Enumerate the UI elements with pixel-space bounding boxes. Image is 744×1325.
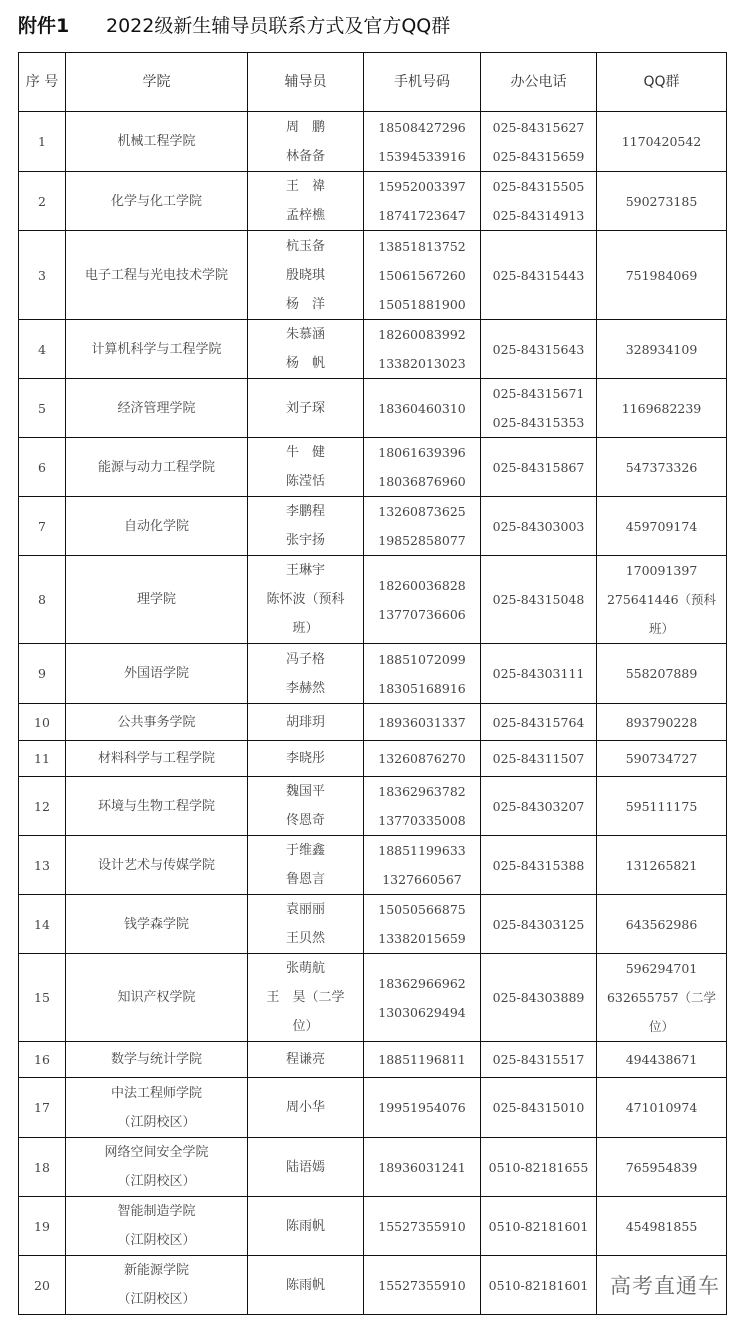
document-title	[18, 8, 450, 40]
cell-office	[481, 1197, 597, 1256]
cell-office	[481, 556, 597, 644]
cell-qq	[597, 320, 727, 379]
cell-qq	[597, 497, 727, 556]
cell-counselor	[248, 438, 364, 497]
cell-qq-line: 590273185	[625, 193, 698, 209]
header-qq: QQ群	[597, 53, 727, 112]
cell-office-line: 025-84314913	[492, 208, 585, 223]
cell-qq-line: 558207889	[625, 666, 698, 681]
cell-counselor-line: 张萌航	[285, 961, 325, 976]
table-row	[19, 379, 727, 438]
cell-index: 5	[19, 379, 66, 438]
cell-index: 20	[19, 1256, 66, 1315]
cell-college	[66, 112, 248, 172]
cell-office	[481, 1042, 597, 1078]
cell-index: 11	[19, 741, 66, 777]
cell-mobile	[364, 1042, 481, 1078]
cell-office	[481, 231, 597, 320]
cell-counselor-line: 鲁恩言	[285, 872, 325, 887]
cell-office	[481, 644, 597, 704]
cell-qq-line: 751984069	[625, 267, 698, 283]
cell-college-line: 设计艺术与传媒学院	[97, 857, 215, 873]
cell-qq-line: 位）	[648, 1019, 674, 1034]
cell-index: 8	[19, 556, 66, 644]
cell-office-line: 0510-82181655	[488, 1159, 589, 1175]
cell-mobile	[364, 1138, 481, 1197]
cell-college-line: 钱学森学院	[123, 916, 189, 932]
cell-qq-line: 班）	[648, 621, 674, 636]
cell-counselor-line: 于维鑫	[285, 843, 325, 858]
cell-college-line: 理学院	[136, 592, 176, 607]
cell-counselor-line: 魏国平	[285, 784, 325, 799]
cell-college-line: 能源与动力工程学院	[97, 459, 215, 475]
cell-office	[481, 704, 597, 741]
cell-office-line: 025-84303125	[492, 916, 585, 932]
cell-mobile-line: 18741723647	[378, 208, 466, 223]
cell-qq	[597, 644, 727, 704]
cell-office	[481, 438, 597, 497]
cell-office-line: 025-84315388	[492, 857, 585, 873]
cell-college-line: 计算机科学与工程学院	[91, 341, 222, 357]
cell-qq-line: 328934109	[625, 341, 698, 357]
cell-mobile	[364, 438, 481, 497]
cell-qq-line: 1170420542	[621, 134, 702, 149]
cell-counselor-line: 王琳宇	[285, 563, 325, 578]
cell-college-line: （江阴校区）	[117, 1174, 196, 1189]
cell-office-line: 025-84315867	[492, 459, 585, 475]
cell-qq	[597, 704, 727, 741]
cell-college-line: 新能源学院	[123, 1263, 189, 1278]
cell-mobile-line: 18936031337	[378, 714, 466, 730]
cell-mobile-line: 1327660567	[382, 872, 462, 887]
cell-office-line: 025-84315443	[492, 267, 585, 283]
cell-college-line: （江阴校区）	[117, 1292, 196, 1307]
cell-index: 14	[19, 895, 66, 954]
cell-index: 9	[19, 644, 66, 704]
cell-college	[66, 741, 248, 777]
cell-counselor-line: 胡琲玥	[285, 714, 325, 730]
cell-qq-line: 170091397	[625, 563, 698, 578]
cell-mobile-line: 18508427296	[378, 119, 466, 135]
cell-college	[66, 1197, 248, 1256]
cell-counselor	[248, 644, 364, 704]
cell-mobile-line: 13260876270	[378, 751, 466, 766]
cell-college-line: 化学与化工学院	[110, 193, 202, 209]
cell-qq-line: 494438671	[625, 1052, 698, 1067]
cell-index: 18	[19, 1138, 66, 1197]
cell-mobile-line: 18851072099	[378, 651, 466, 667]
cell-qq-line: 131265821	[625, 857, 698, 873]
cell-qq-line: 765954839	[625, 1159, 698, 1175]
cell-counselor	[248, 836, 364, 895]
table-row	[19, 741, 727, 777]
cell-college-line: 数学与统计学院	[110, 1052, 202, 1067]
cell-mobile	[364, 556, 481, 644]
cell-counselor-line: 李赫然	[285, 680, 325, 696]
cell-counselor-line: 杨 帆	[285, 356, 325, 371]
cell-counselor-line: 位）	[292, 1019, 319, 1034]
cell-office	[481, 497, 597, 556]
cell-mobile	[364, 1197, 481, 1256]
table-row	[19, 1138, 727, 1197]
cell-office	[481, 379, 597, 438]
attachment-label: 附件1	[18, 14, 70, 37]
cell-college-line: 材料科学与工程学院	[97, 751, 215, 766]
table-row	[19, 836, 727, 895]
cell-college-line: 公共事务学院	[117, 714, 196, 730]
cell-office	[481, 777, 597, 836]
cell-mobile-line: 15394533916	[378, 148, 466, 164]
header-mobile: 手机号码	[364, 53, 481, 112]
cell-college-line: 智能制造学院	[117, 1204, 196, 1219]
cell-office	[481, 112, 597, 172]
cell-qq	[597, 379, 727, 438]
cell-counselor	[248, 741, 364, 777]
cell-college-line: 电子工程与光电技术学院	[84, 267, 228, 283]
cell-college	[66, 320, 248, 379]
cell-mobile	[364, 231, 481, 320]
cell-mobile	[364, 777, 481, 836]
cell-counselor	[248, 172, 364, 231]
cell-counselor-line: 朱慕涵	[285, 327, 325, 342]
cell-counselor-line: 林备备	[285, 148, 325, 164]
cell-mobile-line: 19852858077	[378, 533, 466, 548]
cell-mobile	[364, 1256, 481, 1315]
cell-office	[481, 741, 597, 777]
cell-mobile-line: 18360460310	[378, 400, 466, 416]
cell-mobile-line: 18036876960	[378, 474, 466, 489]
header-college: 学院	[66, 53, 248, 112]
cell-mobile	[364, 172, 481, 231]
cell-qq	[597, 895, 727, 954]
cell-counselor-line: 王 昊（二学	[266, 990, 345, 1005]
cell-mobile-line: 13770736606	[378, 606, 466, 622]
cell-qq-line: 454981855	[625, 1218, 698, 1234]
cell-mobile-line: 18061639396	[378, 445, 466, 460]
cell-counselor-line: 周 鹏	[285, 119, 325, 135]
cell-mobile-line: 18260083992	[378, 327, 466, 342]
cell-counselor	[248, 231, 364, 320]
cell-index: 17	[19, 1078, 66, 1138]
cell-counselor-line: 王 禕	[285, 179, 325, 194]
cell-office-line: 025-84303889	[492, 990, 585, 1005]
cell-mobile	[364, 954, 481, 1042]
cell-counselor-line: 牛 健	[285, 445, 325, 460]
cell-office-line: 025-84315517	[492, 1052, 585, 1067]
cell-qq	[597, 231, 727, 320]
table-row	[19, 777, 727, 836]
cell-index: 1	[19, 112, 66, 172]
cell-mobile-line: 19951954076	[378, 1100, 466, 1115]
table-row	[19, 497, 727, 556]
cell-counselor-line: 班）	[292, 621, 319, 636]
cell-index: 4	[19, 320, 66, 379]
cell-counselor	[248, 895, 364, 954]
cell-qq	[597, 112, 727, 172]
cell-counselor	[248, 320, 364, 379]
cell-qq-line: 595111175	[625, 798, 698, 814]
cell-qq-line: 596294701	[625, 961, 698, 976]
cell-counselor-line: 佟恩奇	[285, 813, 325, 828]
cell-college-line: （江阴校区）	[117, 1114, 196, 1130]
table-row	[19, 1078, 727, 1138]
cell-qq	[597, 1078, 727, 1138]
cell-college-line: （江阴校区）	[117, 1233, 196, 1248]
cell-index: 10	[19, 704, 66, 741]
cell-college-line: 经济管理学院	[117, 400, 196, 416]
cell-college-line: 机械工程学院	[117, 134, 196, 149]
cell-college-line: 中法工程师学院	[110, 1085, 202, 1101]
cell-office-line: 025-84315048	[492, 592, 585, 607]
cell-office-line: 025-84311507	[492, 751, 585, 766]
cell-college	[66, 644, 248, 704]
cell-office-line: 0510-82181601	[488, 1277, 589, 1293]
cell-qq-line: 1169682239	[621, 400, 702, 416]
table-body	[19, 112, 727, 1315]
cell-college	[66, 172, 248, 231]
cell-counselor	[248, 777, 364, 836]
cell-index: 2	[19, 172, 66, 231]
watermark: 高考直通车	[606, 1270, 724, 1300]
cell-qq-line: 893790228	[625, 714, 698, 730]
cell-mobile	[364, 895, 481, 954]
cell-qq	[597, 836, 727, 895]
table-row	[19, 644, 727, 704]
cell-college	[66, 1138, 248, 1197]
table-row	[19, 231, 727, 320]
cell-counselor-line: 张宇扬	[285, 533, 325, 548]
cell-counselor-line: 陈雨帆	[285, 1218, 325, 1234]
cell-qq-line: 632655757（二学	[606, 990, 717, 1005]
cell-index: 7	[19, 497, 66, 556]
cell-college-line: 自动化学院	[123, 518, 189, 534]
table-row	[19, 954, 727, 1042]
cell-counselor	[248, 954, 364, 1042]
cell-mobile-line: 18851199633	[378, 843, 466, 858]
cell-college	[66, 497, 248, 556]
cell-counselor-line: 陆语嫣	[285, 1159, 325, 1175]
cell-mobile	[364, 704, 481, 741]
cell-office	[481, 836, 597, 895]
table-row	[19, 1042, 727, 1078]
cell-college	[66, 1256, 248, 1315]
cell-office-line: 025-84315010	[492, 1100, 585, 1115]
cell-office-line: 025-84303003	[492, 518, 585, 534]
cell-counselor	[248, 1197, 364, 1256]
cell-office-line: 025-84315764	[492, 714, 585, 730]
header-index: 序 号	[19, 53, 66, 112]
cell-college	[66, 954, 248, 1042]
cell-college	[66, 704, 248, 741]
cell-office	[481, 320, 597, 379]
cell-office	[481, 1078, 597, 1138]
cell-qq	[597, 556, 727, 644]
cell-counselor-line: 杭玉备	[285, 238, 325, 254]
cell-mobile-line: 15527355910	[378, 1218, 466, 1234]
cell-office	[481, 1138, 597, 1197]
cell-office-line: 0510-82181601	[488, 1218, 589, 1234]
cell-mobile-line: 18305168916	[378, 680, 466, 696]
cell-college	[66, 438, 248, 497]
cell-counselor-line: 冯子格	[285, 651, 325, 667]
cell-office-line: 025-84303111	[492, 666, 585, 681]
cell-counselor-line: 程谦亮	[285, 1052, 325, 1067]
cell-qq	[597, 954, 727, 1042]
cell-counselor	[248, 1042, 364, 1078]
cell-college-line: 网络空间安全学院	[104, 1145, 209, 1160]
cell-mobile-line: 18362963782	[378, 784, 466, 799]
header-row	[19, 53, 727, 112]
cell-mobile	[364, 741, 481, 777]
cell-index: 3	[19, 231, 66, 320]
cell-qq	[597, 438, 727, 497]
cell-mobile-line: 18260036828	[378, 577, 466, 593]
cell-office	[481, 1256, 597, 1315]
cell-college	[66, 379, 248, 438]
cell-qq	[597, 741, 727, 777]
cell-office	[481, 954, 597, 1042]
cell-counselor-line: 孟梓樵	[285, 208, 325, 223]
cell-index: 12	[19, 777, 66, 836]
cell-qq	[597, 1138, 727, 1197]
cell-counselor-line: 周小华	[285, 1100, 325, 1115]
cell-qq	[597, 1042, 727, 1078]
cell-counselor	[248, 112, 364, 172]
cell-qq-line: 275641446（预科	[606, 592, 717, 607]
cell-qq	[597, 172, 727, 231]
cell-office-line: 025-84315643	[492, 341, 585, 357]
cell-mobile-line: 15527355910	[378, 1277, 466, 1293]
cell-mobile	[364, 497, 481, 556]
cell-counselor	[248, 379, 364, 438]
cell-office-line: 025-84315627	[492, 119, 585, 135]
table-row	[19, 704, 727, 741]
cell-college-line: 环境与生物工程学院	[97, 798, 215, 814]
cell-college	[66, 556, 248, 644]
cell-office-line: 025-84315671	[492, 386, 585, 401]
cell-college-line: 外国语学院	[123, 666, 189, 681]
cell-mobile	[364, 320, 481, 379]
cell-counselor-line: 杨 洋	[285, 296, 325, 312]
cell-counselor-line: 陈怀波（预科	[266, 592, 345, 607]
title-text: 2022级新生辅导员联系方式及官方QQ群	[106, 14, 451, 37]
cell-mobile-line: 13382013023	[378, 356, 466, 371]
cell-counselor-line: 李晓彤	[285, 751, 325, 766]
cell-mobile-line: 13030629494	[378, 1004, 466, 1020]
cell-index: 15	[19, 954, 66, 1042]
cell-counselor	[248, 1138, 364, 1197]
cell-index: 19	[19, 1197, 66, 1256]
cell-mobile-line: 13851813752	[378, 238, 466, 254]
cell-counselor-line: 王贝然	[285, 931, 325, 946]
cell-counselor	[248, 1256, 364, 1315]
cell-counselor-line: 刘子琛	[285, 400, 325, 416]
cell-counselor-line: 陈雨帆	[285, 1277, 325, 1293]
cell-qq	[597, 777, 727, 836]
table-row	[19, 438, 727, 497]
header-counselor: 辅导员	[248, 53, 364, 112]
cell-mobile-line: 18936031241	[378, 1159, 466, 1175]
cell-mobile	[364, 379, 481, 438]
cell-counselor-line: 袁丽丽	[285, 902, 325, 917]
cell-counselor	[248, 556, 364, 644]
cell-mobile	[364, 112, 481, 172]
cell-college	[66, 1078, 248, 1138]
cell-qq	[597, 1197, 727, 1256]
cell-mobile	[364, 836, 481, 895]
cell-office-line: 025-84315659	[492, 148, 585, 164]
cell-qq-line: 547373326	[625, 459, 698, 475]
cell-counselor-line: 李鹏程	[285, 504, 325, 519]
table-row	[19, 895, 727, 954]
cell-counselor	[248, 704, 364, 741]
cell-college-line: 知识产权学院	[117, 990, 196, 1005]
cell-qq-line: 471010974	[625, 1100, 698, 1115]
cell-counselor	[248, 497, 364, 556]
table-row	[19, 320, 727, 379]
cell-mobile	[364, 644, 481, 704]
cell-mobile-line: 13770335008	[378, 813, 466, 828]
cell-mobile	[364, 1078, 481, 1138]
cell-index: 6	[19, 438, 66, 497]
table-row	[19, 1197, 727, 1256]
cell-mobile-line: 15051881900	[378, 296, 466, 312]
cell-college	[66, 777, 248, 836]
cell-mobile-line: 13382015659	[378, 931, 466, 946]
cell-mobile-line: 15061567260	[378, 267, 466, 283]
cell-mobile-line: 15050566875	[378, 902, 466, 917]
table-row	[19, 112, 727, 172]
cell-college	[66, 231, 248, 320]
cell-office	[481, 172, 597, 231]
counselor-contact-table	[18, 52, 727, 1315]
cell-office-line: 025-84315505	[492, 179, 585, 194]
cell-office-line: 025-84315353	[492, 415, 585, 430]
cell-counselor-line: 陈滢恬	[285, 474, 325, 489]
table-row	[19, 556, 727, 644]
cell-index: 13	[19, 836, 66, 895]
cell-mobile-line: 18851196811	[378, 1052, 466, 1067]
cell-counselor-line: 殷晓琪	[285, 267, 325, 283]
cell-mobile-line: 18362966962	[378, 975, 466, 991]
table-row	[19, 172, 727, 231]
cell-mobile-line: 15952003397	[378, 179, 466, 194]
cell-qq-line: 643562986	[625, 916, 698, 932]
cell-college	[66, 1042, 248, 1078]
header-office: 办公电话	[481, 53, 597, 112]
cell-college	[66, 895, 248, 954]
cell-office	[481, 895, 597, 954]
cell-qq-line: 590734727	[625, 751, 698, 766]
cell-index: 16	[19, 1042, 66, 1078]
cell-qq-line: 459709174	[625, 518, 698, 534]
cell-college	[66, 836, 248, 895]
cell-counselor	[248, 1078, 364, 1138]
cell-office-line: 025-84303207	[492, 798, 585, 814]
cell-mobile-line: 13260873625	[378, 504, 466, 519]
